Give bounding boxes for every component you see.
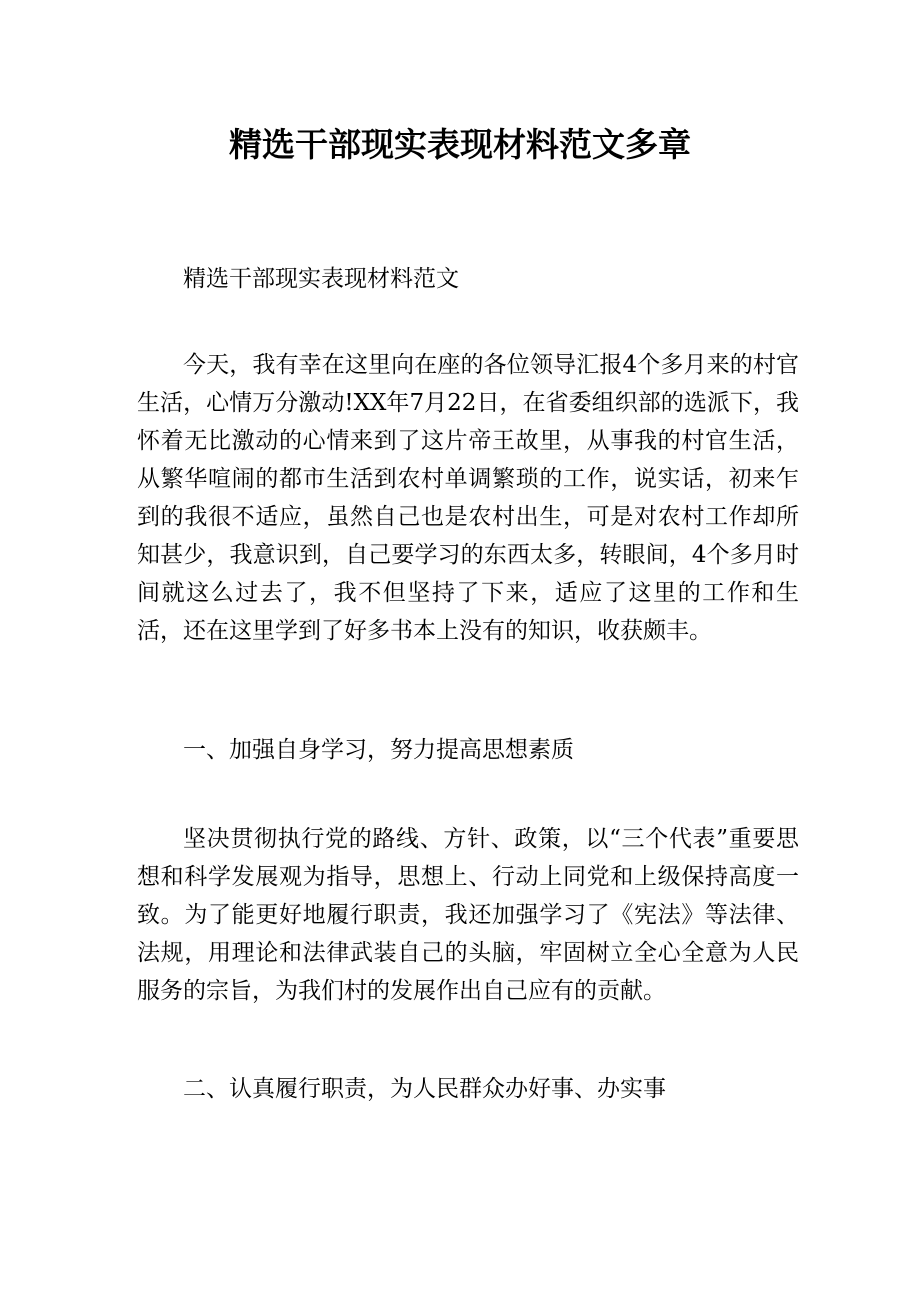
section-heading-2: 二、认真履行职责，为人民群众办好事、办实事: [183, 1076, 666, 1102]
document-subtitle: 精选干部现实表现材料范文: [183, 266, 459, 292]
section-body-1: 坚决贯彻执行党的路线、方针、政策，以“三个代表”重要思想和科学发展观为指导，思想上、行动上同党和上级保持高度一致。为了能更好地履行职责，我还加强学习了《宪法》等法律、法规，用理论和法律武装自己的头脑，牢固树立全心全意为人民服务的宗旨，为我们村的发展作出自己应有的贡献。: [137, 826, 799, 1004]
section-heading-1: 一、加强自身学习，努力提高思想素质: [183, 737, 574, 763]
document-title: 精选干部现实表现材料范文多章: [229, 125, 691, 164]
intro-paragraph: 今天，我有幸在这里向在座的各位领导汇报4个多月来的村官生活，心情万分激动!XX年7月22日，在省委组织部的选派下，我怀着无比激动的心情来到了这片帝王故里，从事我的村官生活，从繁华喧闹的都市生活到农村单调繁琐的工作，说实话，初来乍到的我很不适应，虽然自己也是农村出生，可是对农村工作却所知甚少，我意识到，自己要学习的东西太多，转眼间，4个多月时间就这么过去了，我不但坚持了下来，适应了这里的工作和生活，还在这里学到了好多书本上没有的知识，收获颇丰。: [137, 352, 799, 644]
